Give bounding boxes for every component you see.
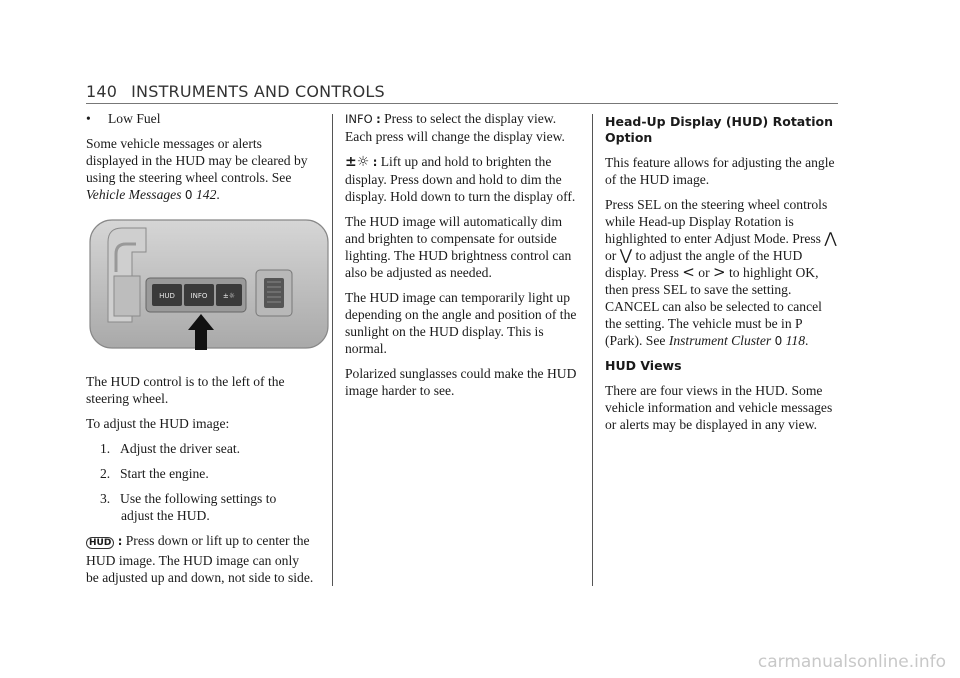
page-ref-number[interactable]: 118 (785, 333, 805, 348)
paragraph-text: Press SEL on the steering wheel controls while Head-up Display Rotation is highlighted to enter Adjust Mode. Press (605, 197, 828, 246)
info-description (345, 110, 577, 145)
brightness-text: Lift up and hold to brighten the display. Press down and hold to dim the display. Hold down to turn the display off. (345, 154, 576, 204)
info-icon: INFO (345, 112, 373, 126)
page-header (86, 82, 399, 101)
bullet-symbol: • (86, 111, 91, 126)
section-heading: Head-Up Display (HUD) Rotation Option (605, 114, 833, 145)
section-title: INSTRUMENTS AND CONTROLS (131, 82, 385, 101)
paragraph: The HUD image can temporarily light up depending on the angle and position of the sunlight on the HUD display. This is normal. (345, 290, 577, 356)
hud-control-illustration (86, 212, 331, 357)
brightness-colon: : (372, 155, 378, 169)
column-2 (345, 110, 577, 407)
column-3 (605, 110, 839, 441)
cross-reference-link[interactable]: Vehicle Messages (86, 187, 182, 202)
step-item (86, 490, 314, 507)
step-text: Use the following settings to (120, 491, 277, 506)
hud-description (86, 532, 314, 586)
hud-text: Press down or lift up to center the HUD image. The HUD image can only be adjusted up and down, not side to side. (86, 533, 314, 585)
page-ref-icon: 0 (184, 188, 193, 202)
column-divider (592, 114, 593, 586)
chevron-up-icon: ⋀ (824, 229, 837, 247)
brightness-icon: ±☼ (345, 154, 370, 170)
column-divider (332, 114, 333, 586)
step-item (86, 440, 314, 457)
paragraph: The HUD control is to the left of the steering wheel. (86, 374, 285, 406)
chevron-right-icon: > (713, 263, 726, 281)
paragraph: Polarized sunglasses could make the HUD image harder to see. (345, 366, 577, 398)
hud-colon: : (117, 534, 123, 548)
rotation-instructions (605, 196, 839, 350)
step-item (86, 465, 314, 482)
chevron-left-icon: < (682, 263, 695, 281)
hud-control-panel-svg (86, 212, 331, 357)
paragraph-text: or (698, 265, 710, 280)
page-ref-icon: 0 (774, 334, 783, 348)
bullet-item (86, 110, 314, 127)
step-continuation: adjust the HUD. (121, 508, 210, 523)
page-ref-number[interactable]: 142 (195, 187, 217, 202)
paragraph-text: or (605, 248, 617, 263)
step-text: Adjust the driver seat. (120, 441, 241, 456)
hud-button-label: HUD (159, 292, 175, 300)
brightness-description (345, 153, 577, 205)
header-rule (86, 103, 838, 104)
paragraph: There are four views in the HUD. Some vehicle information and vehicle messages or alerts may be displayed in any view. (605, 383, 833, 432)
brightness-button-label: ±☼ (222, 292, 236, 300)
info-text: Press to select the display view. Each press will change the display view. (345, 111, 565, 144)
cross-reference-link[interactable]: Instrument Cluster (668, 333, 772, 348)
page-number: 140 (86, 82, 118, 101)
paragraph-text: Some vehicle messages or alerts displayed in the HUD may be cleared by using the steering wheel controls. See (86, 136, 308, 185)
watermark: carmanualsonline.info (757, 652, 946, 672)
paragraph-text: to highlight OK, then press SEL to save the setting. CANCEL can also be selected to cancel the setting. The vehicle must be in P (Park). See (605, 265, 822, 348)
info-colon: : (376, 112, 381, 126)
paragraph-end: . (805, 333, 809, 348)
paragraph-text: to adjust the angle of the HUD display. Press (605, 248, 803, 280)
info-button-label: INFO (190, 292, 208, 300)
paragraph: The HUD image will automatically dim and brighten to compensate for outside lighting. The HUD brightness control can also be adjusted as needed. (345, 214, 572, 280)
step-text: Start the engine. (120, 466, 209, 481)
chevron-down-icon: ⋁ (619, 246, 633, 264)
column-1 (86, 110, 314, 594)
step-number: 1. (100, 441, 111, 456)
paragraph-end: . (216, 187, 220, 202)
step-number: 3. (100, 491, 111, 506)
bullet-text: Low Fuel (108, 111, 161, 126)
hud-icon: HUD (86, 537, 114, 549)
paragraph (86, 135, 314, 204)
step-number: 2. (100, 466, 111, 481)
paragraph: To adjust the HUD image: (86, 416, 230, 431)
paragraph: This feature allows for adjusting the angle of the HUD image. (605, 155, 835, 187)
section-heading: HUD Views (605, 358, 682, 373)
